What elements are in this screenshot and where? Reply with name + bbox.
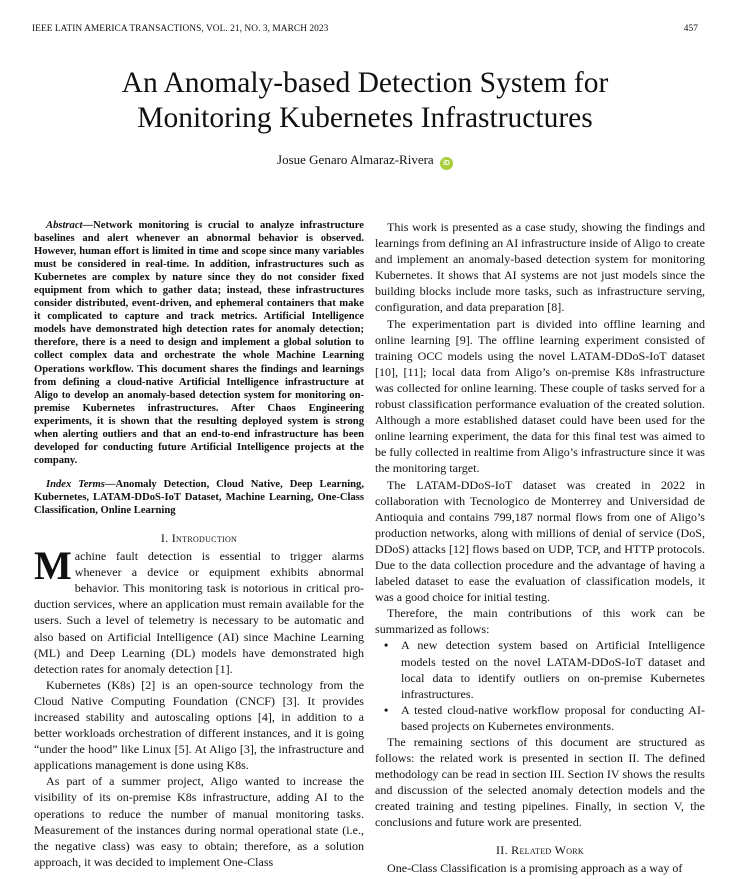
abstract-label: Abstract [46,220,83,231]
section-heading-related-work: II. Related Work [495,842,584,857]
section-heading-introduction: I. Introduction [160,531,238,546]
paper-title [0,66,730,136]
author-line [0,152,730,170]
author-name: Josue Genaro Almaraz-Rivera [277,152,434,167]
intro-paragraph-8: The remaining sections of this document are structured as follows: the related work is presented in section II. The defined methodology can be read in section III. Section IV shows the results and discussion of the selected anomaly detection models and the created training and testing pipelines. Finally, in section V, the conclusions and future work are presented. [375,735,705,830]
abstract: Abstract—Network monitoring is crucial to analyze infrastructure baselines and alert whenever an abnormal behavior is observed. However, human effort is limited in time and scope since many variables must be considered in real-time. In addition, infrastructures such as Kubernetes are complex by nature since they do not consider fixed equipment from which to gather data; instead, these infrastructures consider distributed, event-driven, and ephemeral containers that make it complicated to capture and track metrics. Artificial Intelligence models have demonstrated high detection rates for anomaly detection; therefore, there is a need to design and implement a global solution to collect complex data and orchestrate the whole Machine Learning Operations workflow. This document shares the findings and learnings from defining a cloud-native Artificial Intelligence infrastructure at Aligo to develop an anomaly-based detection system for monitoring on-premise Kubernetes infrastructures. After Chaos Engineering experiments, it is shown that the resulting deployed system is strong when alerting outliers and that an end-to-end infrastructure has been developed for conducting future Artificial Intelligence projects at the company. [34,220,364,466]
bullet-icon: • [384,638,389,653]
list-item [384,637,705,701]
contribution-2: A tested cloud-native workflow proposal for conducting AI-based projects on Kubernetes environments. [401,702,705,733]
intro-paragraph-1-text: achine fault detection is essential to trigger alarms whenever a device or equipment exhibits abnormal behavior. This monitoring task is notorious in critical production services, where an application must remain available for the users. Such a level of telemetry is necessary to be automatic and also based on Artificial Intelligence (AI) since Machine Learning (ML) and Deep Learning (DL) models have demonstrated high detection rates for anomaly detection [1]. [34,549,364,676]
intro-paragraph-7: Therefore, the main contributions of this work can be summarized as follows: [375,606,705,637]
contribution-1: A new detection system based on Artificial Intelligence models tested on the novel LATAM-DDoS-IoT dataset and local data to identify outliers on on-premise Kubernetes infrastructures. [401,638,705,701]
index-terms-label: Index Terms [46,478,105,490]
journal-name: IEEE LATIN AMERICA TRANSACTIONS, VOL. 21, NO. 3, MARCH 2023 [32,24,329,34]
index-terms-text: Anomaly Detection, Cloud Native, Deep Learning, Kubernetes, LATAM-DDoS-IoT Dataset, Machine Learning, One-Class Classification, Online Learning [34,478,364,516]
title-line-1: An Anomaly-based Detection System for [121,67,609,99]
abstract-text: Network monitoring is crucial to analyze infrastructure baselines and alert whenever an abnormal behavior is observed. However, human effort is limited in time and scope since many variables must be considered in real-time. In addition, infrastructures such as Kubernetes are complex by nature since they do not consider fixed equipment from which to gather data; instead, these infrastructures consider distributed, event-driven, and ephemeral containers that make it complicated to capture and track metrics. Artificial Intelligence models have demonstrated high detection rates for anomaly detection; therefore, there is a need to design and implement a global solution to collect complex data and orchestrate the whole Machine Learning Operations workflow. This document shares the findings and learnings from defining a cloud-native Artificial Intelligence infrastructure at Aligo to develop an anomaly-based detection system for monitoring on-premise Kubernetes infrastructures. After Chaos Engineering experiments, it is shown that the resulting deployed system is strong when alerting outliers and that an end-to-end infrastructure has been developed for conducting future Artificial Intelligence projects at the company. [34,220,364,466]
title-line-2: Monitoring Kubernetes Infrastructures [137,102,593,134]
intro-paragraph-2: Kubernetes (K8s) [2] is an open-source technology from the Cloud Native Computing Foundation (CNCF) [3]. It provides increased stability and autoscaling options [4], in addition to a better workloads orchestration of different instances, and it is going “under the hood” like Linux [5]. At Aligo [3], the infrastructure and applications management is done using K8s. [34,677,364,773]
intro-paragraph-1 [34,543,364,677]
right-column [375,219,705,876]
bullet-icon: • [384,702,389,717]
related-work-paragraph-1: One-Class Classification is a promising approach as a way of [387,860,683,875]
orcid-icon[interactable]: iD [440,157,453,170]
intro-paragraph-4: This work is presented as a case study, showing the findings and learnings from defining an AI infrastructure inside of Aligo to create and implement an anomaly-based detection system for monitoring Kubernetes. It shows that AI systems are not just models since the building blocks include more tasks, such as infrastructure serving, configuration, and data preparation [8]. [375,220,705,315]
drop-cap: M [34,543,72,589]
intro-paragraph-3: As part of a summer project, Aligo wanted to increase the visibility of its on-premise K8s infrastructure, adding AI to the operations to reduce the number of manual monitoring tasks. Measurement of the instances during normal operational state (i.e., the negative class) was easy to obtain; therefore, as a solution approach, it was decided to implement One-Class [34,774,364,869]
index-terms: Index Terms—Anomaly Detection, Cloud Native, Deep Learning, Kubernetes, LATAM-DDoS-IoT Dataset, Machine Learning, One-Class Classification, Online Learning [34,478,364,516]
contributions-list [375,637,705,734]
running-header [32,24,698,34]
page-number: 457 [683,24,698,34]
list-item [384,702,705,734]
intro-paragraph-5: The experimentation part is divided into offline learning and online learning [9]. The offline learning experiment consisted of training OCC models using the novel LATAM-DDoS-IoT dataset [10], [11]; local data from Aligo’s on-premise K8s infrastructure was collected for online learning. These couple of tasks served for a robust classification performance evaluation of the created solution. Although a more established dataset could have been used for the online learning experiment, the data for this final test was aimed to be fully collected in realtime from Aligo’s infrastructure since it was the monitoring target. [375,316,705,476]
intro-paragraph-6: The LATAM-DDoS-IoT dataset was created in 2022 in collaboration with Tecnologico de Monterrey and Universidad de Antioquia and contains 799,187 normal flows from one of Aligo’s production networks, along with millions of denial of service (DoS, DDoS) attacks [12] flows based on UDP, TCP, and HTTP protocols. Due to the data collection procedure and the advantage of having a labeled dataset to ease the evaluation of classification models, it was a good choice for initial testing. [375,477,705,605]
left-column [34,219,364,870]
